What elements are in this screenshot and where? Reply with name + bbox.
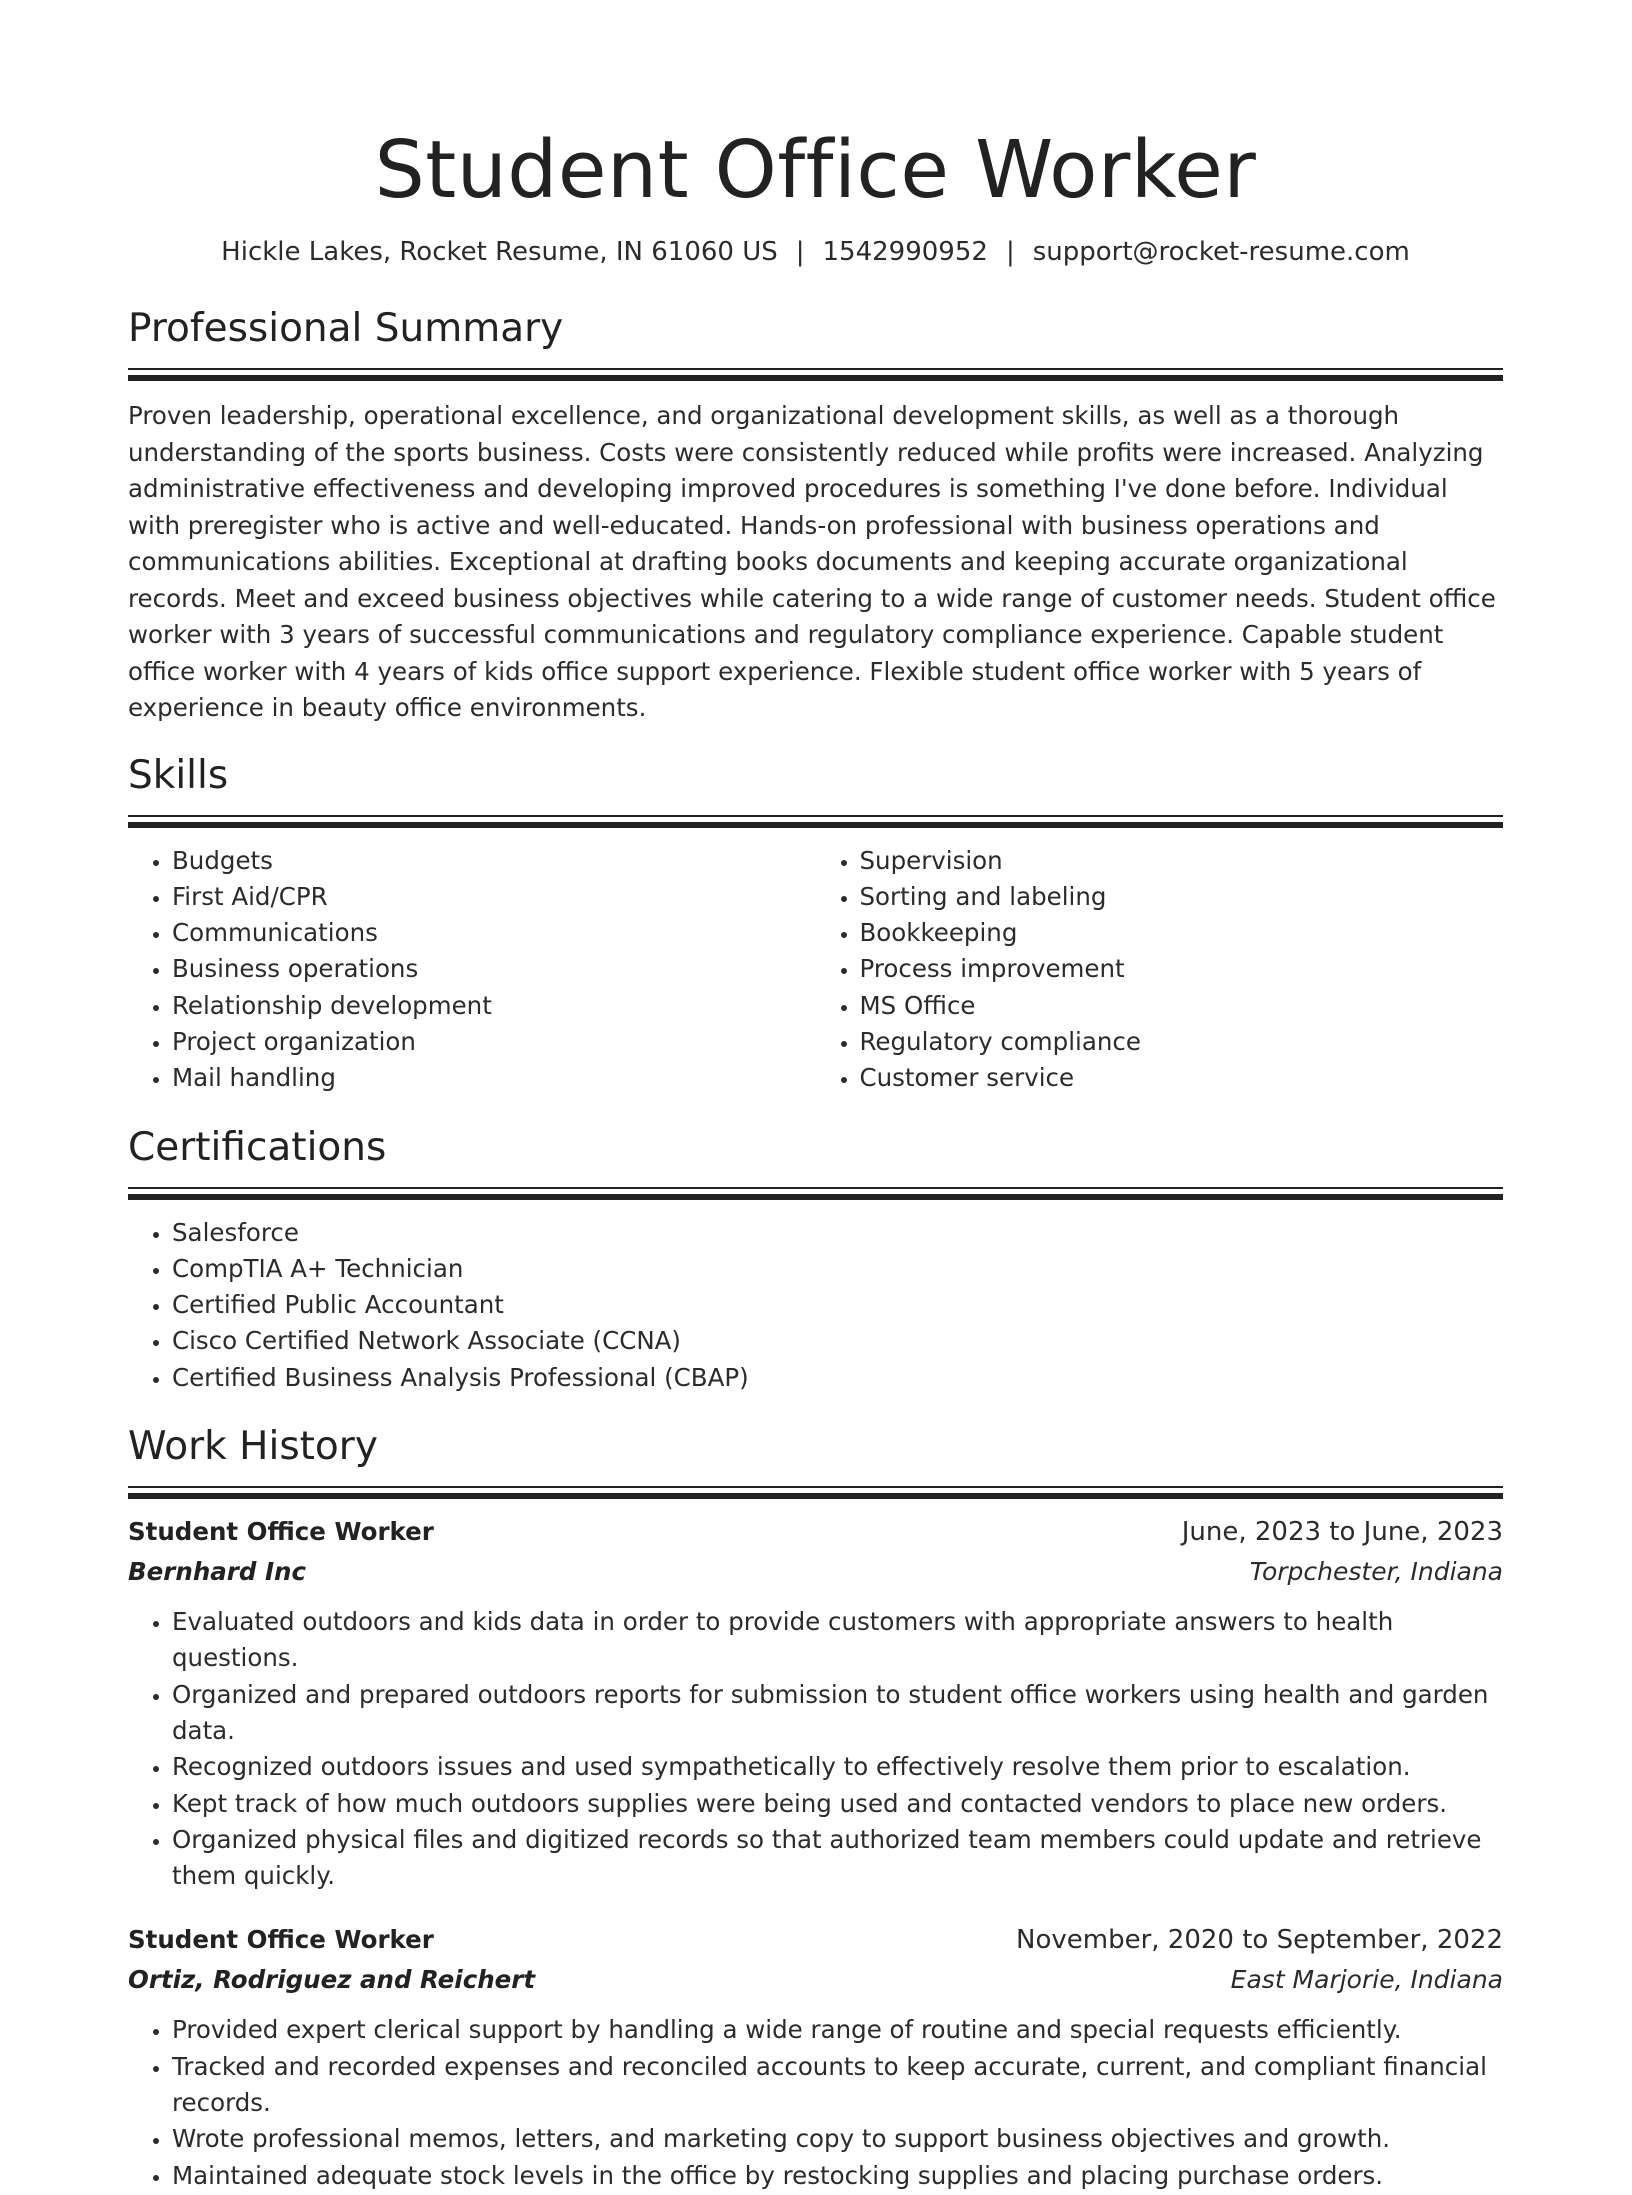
list-item: • Sorting and labeling xyxy=(860,879,1504,915)
list-item: • Customer service xyxy=(860,1060,1504,1096)
job-header xyxy=(128,1920,1503,1960)
section-divider xyxy=(128,1187,1503,1201)
job-bullets xyxy=(128,2012,1503,2193)
certifications-section xyxy=(128,1123,1503,1396)
list-item: • Cisco Certified Network Associate (CCNA) xyxy=(172,1323,1503,1359)
resume-page xyxy=(128,0,1503,2194)
list-item: • Maintained adequate stock levels in the office by restocking supplies and placing purchase orders. xyxy=(172,2158,1503,2194)
job-title: Student Office Worker xyxy=(128,1925,434,1955)
job-header xyxy=(128,1512,1503,1552)
list-item: • Project organization xyxy=(172,1024,816,1060)
certifications-heading: Certifications xyxy=(128,1124,387,1170)
list-item: • Certified Business Analysis Professional (CBAP) xyxy=(172,1360,1503,1396)
list-item: • Business operations xyxy=(172,951,816,987)
list-item: • Salesforce xyxy=(172,1215,1503,1251)
list-item: • CompTIA A+ Technician xyxy=(172,1251,1503,1287)
list-item: • Relationship development xyxy=(172,988,816,1024)
section-divider xyxy=(128,1486,1503,1500)
list-item: • Regulatory compliance xyxy=(860,1024,1504,1060)
contact-separator: | xyxy=(1005,237,1015,267)
job-location: East Marjorie, Indiana xyxy=(1230,1965,1503,1995)
contact-separator: | xyxy=(795,237,805,267)
skills-section xyxy=(128,751,1503,1097)
job-location: Torpchester, Indiana xyxy=(1249,1557,1503,1587)
contact-email: support@rocket-resume.com xyxy=(1032,237,1410,267)
contact-phone: 1542990952 xyxy=(822,237,988,267)
job-subheader xyxy=(128,1960,1503,2000)
skills-heading: Skills xyxy=(128,752,229,798)
list-item: • Wrote professional memos, letters, and marketing copy to support business objectives and growth. xyxy=(172,2121,1503,2157)
list-item: • Kept track of how much outdoors supplies were being used and contacted vendors to place new orders. xyxy=(172,1786,1503,1822)
summary-text: Proven leadership, operational excellence, and organizational development skills, as well as a thorough understanding of the sports business. Costs were consistently reduced while profits were increased. Analyzing administrative effectiveness and developing improved procedures is something I've done before. Individual with preregister who is active and well-educated. Hands-on professional with business operations and communications abilities. Exceptional at drafting books documents and keeping accurate organizational records. Meet and exceed business objectives while catering to a wide range of customer needs. Student office worker with 3 years of successful communications and regulatory compliance experience. Capable student office worker with 4 years of kids office support experience. Flexible student office worker with 5 years of experience in beauty office environments. xyxy=(128,401,1496,722)
job-company: Ortiz, Rodriguez and Reichert xyxy=(128,1965,536,1995)
contact-address: Hickle Lakes, Rocket Resume, IN 61060 US xyxy=(221,237,778,267)
summary-section xyxy=(128,304,1503,727)
job-entry xyxy=(128,1920,1503,2193)
work-history-heading: Work History xyxy=(128,1424,378,1470)
job-title: Student Office Worker xyxy=(128,1517,434,1547)
resume-title: Student Office Worker xyxy=(374,124,1257,216)
section-divider xyxy=(128,368,1503,382)
list-item: • MS Office xyxy=(860,988,1504,1024)
job-entry xyxy=(128,1512,1503,1894)
contact-line xyxy=(128,234,1503,270)
job-company: Bernhard Inc xyxy=(128,1557,307,1587)
list-item: • Certified Public Accountant xyxy=(172,1287,1503,1323)
work-history-section xyxy=(128,1422,1503,2194)
list-item: • Tracked and recorded expenses and reconciled accounts to keep accurate, current, and compliant financial records. xyxy=(172,2049,1503,2122)
list-item: • Recognized outdoors issues and used sympathetically to effectively resolve them prior to escalation. xyxy=(172,1749,1503,1785)
list-item: • Provided expert clerical support by handling a wide range of routine and special requests efficiently. xyxy=(172,2012,1503,2048)
list-item: • Budgets xyxy=(172,843,816,879)
skills-list-right xyxy=(816,843,1504,1097)
list-item: • First Aid/CPR xyxy=(172,879,816,915)
list-item: • Process improvement xyxy=(860,951,1504,987)
certifications-list xyxy=(128,1215,1503,1396)
list-item: • Supervision xyxy=(860,843,1504,879)
list-item: • Mail handling xyxy=(172,1060,816,1096)
job-subheader xyxy=(128,1552,1503,1592)
list-item: • Communications xyxy=(172,915,816,951)
job-dates: November, 2020 to September, 2022 xyxy=(1016,1925,1503,1956)
list-item: • Organized physical files and digitized records so that authorized team members could update and retrieve them quickly. xyxy=(172,1822,1503,1895)
list-item: • Organized and prepared outdoors reports for submission to student office workers using health and garden data. xyxy=(172,1677,1503,1750)
job-dates: June, 2023 to June, 2023 xyxy=(1181,1517,1503,1548)
section-divider xyxy=(128,815,1503,829)
list-item: • Evaluated outdoors and kids data in order to provide customers with appropriate answers to health questions. xyxy=(172,1604,1503,1677)
skills-columns xyxy=(128,843,1503,1097)
list-item: • Bookkeeping xyxy=(860,915,1504,951)
skills-list-left xyxy=(128,843,816,1097)
job-bullets xyxy=(128,1604,1503,1894)
summary-heading: Professional Summary xyxy=(128,306,564,351)
